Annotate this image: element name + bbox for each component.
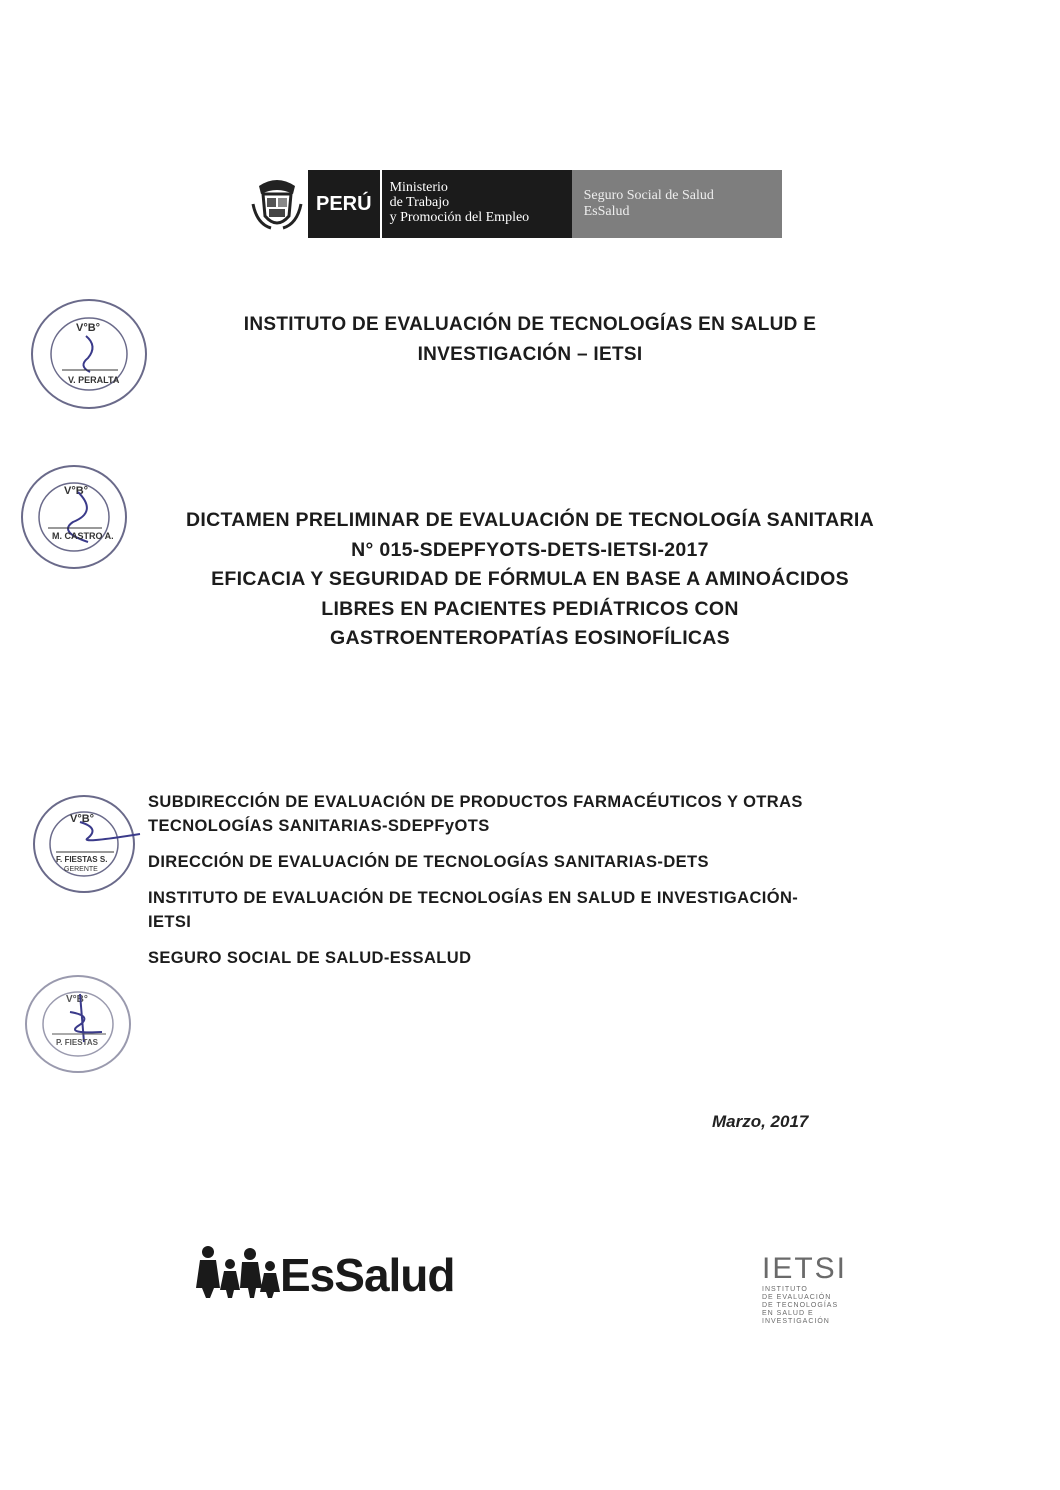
affiliations — [148, 790, 928, 982]
dictamen-title — [130, 506, 930, 654]
title-line: EFICACIA Y SEGURIDAD DE FÓRMULA EN BASE A AMINOÁCIDOS — [211, 568, 849, 590]
essalud-wordmark: EsSalud — [280, 1249, 455, 1301]
title-line: INVESTIGACIÓN – IETSI — [417, 344, 643, 365]
ietsi-subtitle-line: INVESTIGACIÓN — [762, 1318, 830, 1325]
government-header — [246, 170, 782, 238]
affiliation-item — [148, 946, 928, 970]
family-icon — [196, 1244, 280, 1298]
coat-of-arms-icon — [246, 170, 308, 238]
ministry-line: de Trabajo — [389, 195, 450, 210]
affiliation-item — [148, 850, 928, 874]
agency-line: Seguro Social de Salud — [583, 188, 714, 203]
approval-stamp-1 — [28, 296, 150, 412]
ietsi-wordmark: IETSI — [762, 1252, 848, 1285]
affiliation-line: INSTITUTO DE EVALUACIÓN DE TECNOLOGÍAS EN SALUD E INVESTIGACIÓN- — [148, 889, 799, 907]
country-label: PERÚ — [308, 170, 382, 238]
affiliation-item — [148, 886, 928, 934]
essalud-logo — [196, 1244, 455, 1301]
stamp-role: GERENTE — [64, 866, 98, 873]
title-line: INSTITUTO DE EVALUACIÓN DE TECNOLOGÍAS EN SALUD E — [243, 314, 817, 335]
stamp-vb: V°B° — [66, 994, 88, 1005]
title-line: GASTROENTEROPATÍAS EOSINOFÍLICAS — [330, 627, 730, 649]
agency-label — [572, 170, 782, 238]
stamp-name: F. FIESTAS S. — [56, 855, 108, 864]
stamp-name: P. FIESTAS — [56, 1038, 98, 1047]
ietsi-subtitle-line: EN SALUD E — [762, 1310, 814, 1317]
document-date: Marzo, 2017 — [712, 1112, 809, 1131]
affiliation-line: TECNOLOGÍAS SANITARIAS-SDEPFyOTS — [148, 817, 490, 835]
stamp-name: V. PERALTA — [68, 375, 120, 385]
ministry-line: y Promoción del Empleo — [389, 210, 530, 225]
institute-title — [190, 310, 870, 370]
approval-stamp-4 — [22, 972, 134, 1076]
affiliation-line: SUBDIRECCIÓN DE EVALUACIÓN DE PRODUCTOS FARMACÉUTICOS Y OTRAS — [148, 793, 803, 811]
ministry-line: Ministerio — [389, 180, 448, 195]
ietsi-logo — [762, 1254, 847, 1326]
ministry-label — [382, 170, 572, 238]
agency-line: EsSalud — [583, 204, 630, 219]
affiliation-line: SEGURO SOCIAL DE SALUD-ESSALUD — [148, 949, 472, 967]
ietsi-subtitle-line: INSTITUTO — [762, 1286, 808, 1293]
ietsi-subtitle-line: DE TECNOLOGÍAS — [762, 1302, 839, 1309]
affiliation-line: IETSI — [148, 913, 192, 931]
approval-stamp-3 — [30, 792, 142, 896]
affiliation-line: DIRECCIÓN DE EVALUACIÓN DE TECNOLOGÍAS SANITARIAS-DETS — [148, 853, 709, 871]
stamp-vb: V°B° — [64, 485, 89, 497]
title-line: N° 015-SDEPFYOTS-DETS-IETSI-2017 — [351, 538, 709, 561]
stamp-name: M. CASTRO A. — [52, 531, 114, 541]
affiliation-item — [148, 790, 928, 838]
approval-stamp-2 — [18, 462, 130, 572]
title-line: DICTAMEN PRELIMINAR DE EVALUACIÓN DE TECNOLOGÍA SANITARIA — [185, 509, 875, 531]
ietsi-subtitle — [762, 1286, 847, 1326]
stamp-vb: V°B° — [76, 322, 101, 334]
ietsi-subtitle-line: DE EVALUACIÓN — [762, 1294, 832, 1301]
title-line: LIBRES EN PACIENTES PEDIÁTRICOS CON — [321, 597, 739, 620]
stamp-vb: V°B° — [70, 813, 95, 825]
